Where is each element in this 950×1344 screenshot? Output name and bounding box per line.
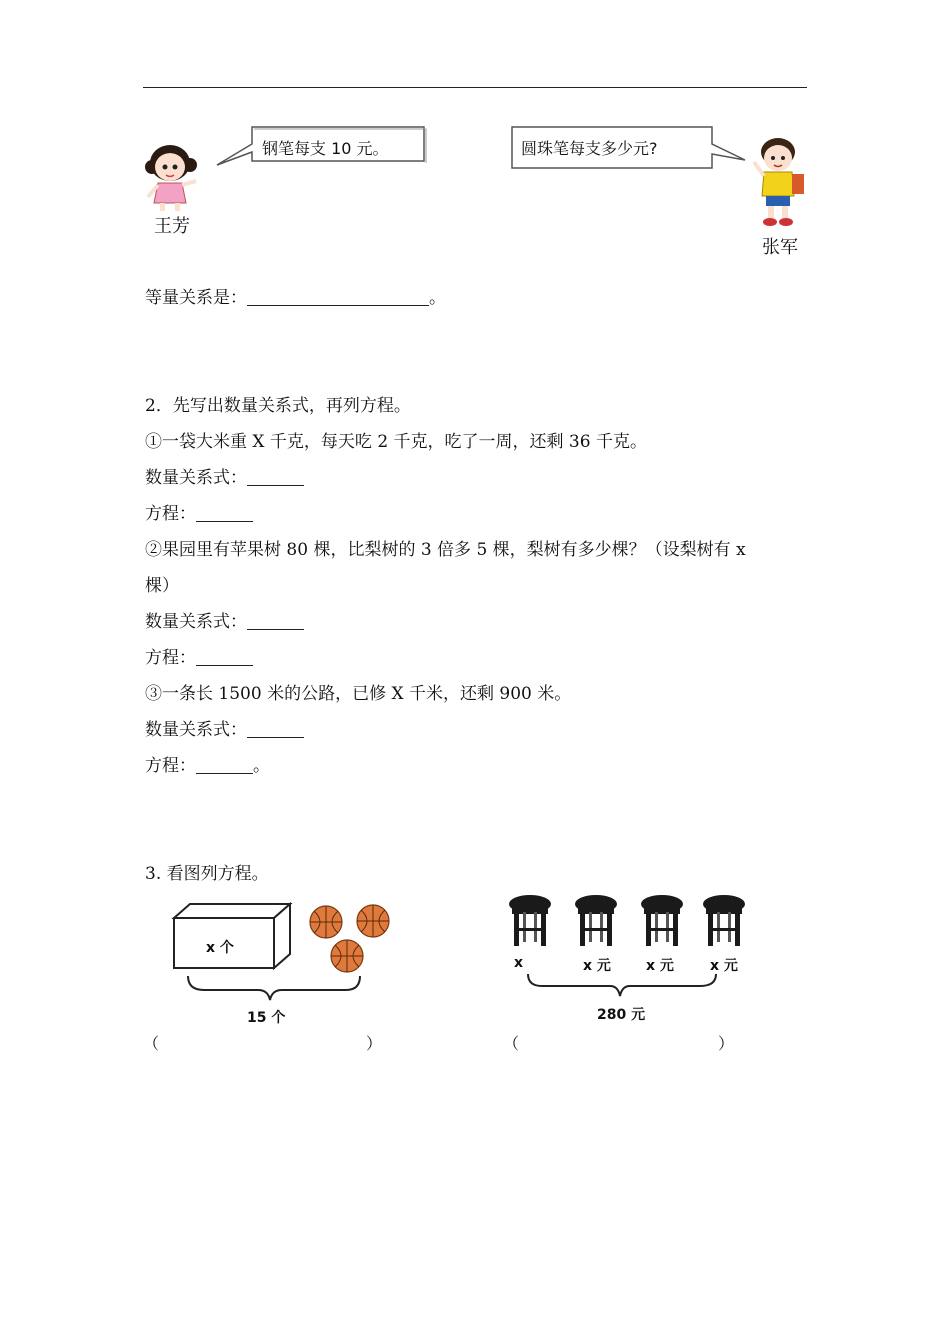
q3-title: 3. 看图列方程。 — [145, 864, 269, 884]
q2-item1-relation-row — [145, 468, 304, 488]
equation-label: 方程： — [145, 648, 196, 668]
basketball-icon — [357, 905, 389, 937]
box-basketball-diagram — [168, 902, 398, 1002]
left-answer-blank[interactable] — [160, 1036, 360, 1052]
q2-item3-equation-row — [145, 756, 270, 776]
right-paren-close: ） — [718, 1034, 735, 1053]
q1-relation-label: 等量关系是： — [145, 288, 247, 308]
stool-label-4: x 元 — [710, 958, 738, 974]
girl-illustration — [140, 137, 212, 212]
header-rule — [143, 87, 807, 88]
stool-label-2: x 元 — [583, 958, 611, 974]
equation-label: 方程： — [145, 756, 196, 776]
q2-item2-equation-row — [145, 648, 253, 668]
q2-item1-relation-blank[interactable] — [247, 469, 304, 486]
right-paren-open: （ — [503, 1034, 520, 1053]
boy-speech-text: 圆珠笔每支多少元? — [521, 139, 658, 158]
q1-end-mark: 。 — [429, 288, 446, 308]
stool-label-3: x 元 — [646, 958, 674, 974]
relation-label: 数量关系式： — [145, 720, 247, 740]
q2-item1: ①一袋大米重 X 千克，每天吃 2 千克，吃了一周，还剩 36 千克。 — [145, 432, 647, 452]
stool-icon — [703, 895, 745, 946]
q2-item2-relation-blank[interactable] — [247, 613, 304, 630]
q2-item3-relation-row — [145, 720, 304, 740]
q2-item3-relation-blank[interactable] — [247, 721, 304, 738]
q2-item1-equation-row — [145, 504, 253, 524]
stool-icon — [641, 895, 683, 946]
equation-label: 方程： — [145, 504, 196, 524]
q2-item2-relation-row — [145, 612, 304, 632]
q2-title: 2．先写出数量关系式，再列方程。 — [145, 396, 411, 416]
boy-illustration — [748, 134, 810, 234]
right-answer-blank[interactable] — [520, 1036, 715, 1052]
q1-relation-row — [145, 288, 446, 308]
left-paren-close: ） — [366, 1034, 383, 1053]
q2-item1-equation-blank[interactable] — [196, 505, 253, 522]
stool-icon — [575, 895, 617, 946]
girl-speech-text: 钢笔每支 10 元。 — [262, 139, 389, 158]
left-paren-open: （ — [143, 1034, 160, 1053]
girl-name: 王芳 — [154, 216, 190, 237]
stool-label-1: x — [514, 955, 524, 971]
right-total-label: 280 元 — [597, 1007, 646, 1023]
q2-item2-equation-blank[interactable] — [196, 649, 253, 666]
basketball-icon — [310, 906, 342, 938]
stool-icon — [509, 895, 551, 946]
q2-item3-equation-blank[interactable] — [196, 757, 253, 774]
q2-item2-line2: 棵） — [145, 576, 179, 596]
relation-label: 数量关系式： — [145, 612, 247, 632]
box-label: x 个 — [206, 940, 234, 956]
stools-diagram — [504, 890, 754, 1002]
relation-label: 数量关系式： — [145, 468, 247, 488]
q1-answer-blank[interactable] — [247, 289, 429, 306]
left-total-label: 15 个 — [247, 1010, 286, 1026]
q2-end-mark: 。 — [253, 756, 270, 776]
basketball-icon — [331, 940, 363, 972]
q2-item2-line1: ②果园里有苹果树 80 棵，比梨树的 3 倍多 5 棵，梨树有多少棵？（设梨树有 x — [145, 540, 746, 560]
boy-name: 张军 — [762, 237, 798, 258]
q2-item3: ③一条长 1500 米的公路，已修 X 千米，还剩 900 米。 — [145, 684, 572, 704]
